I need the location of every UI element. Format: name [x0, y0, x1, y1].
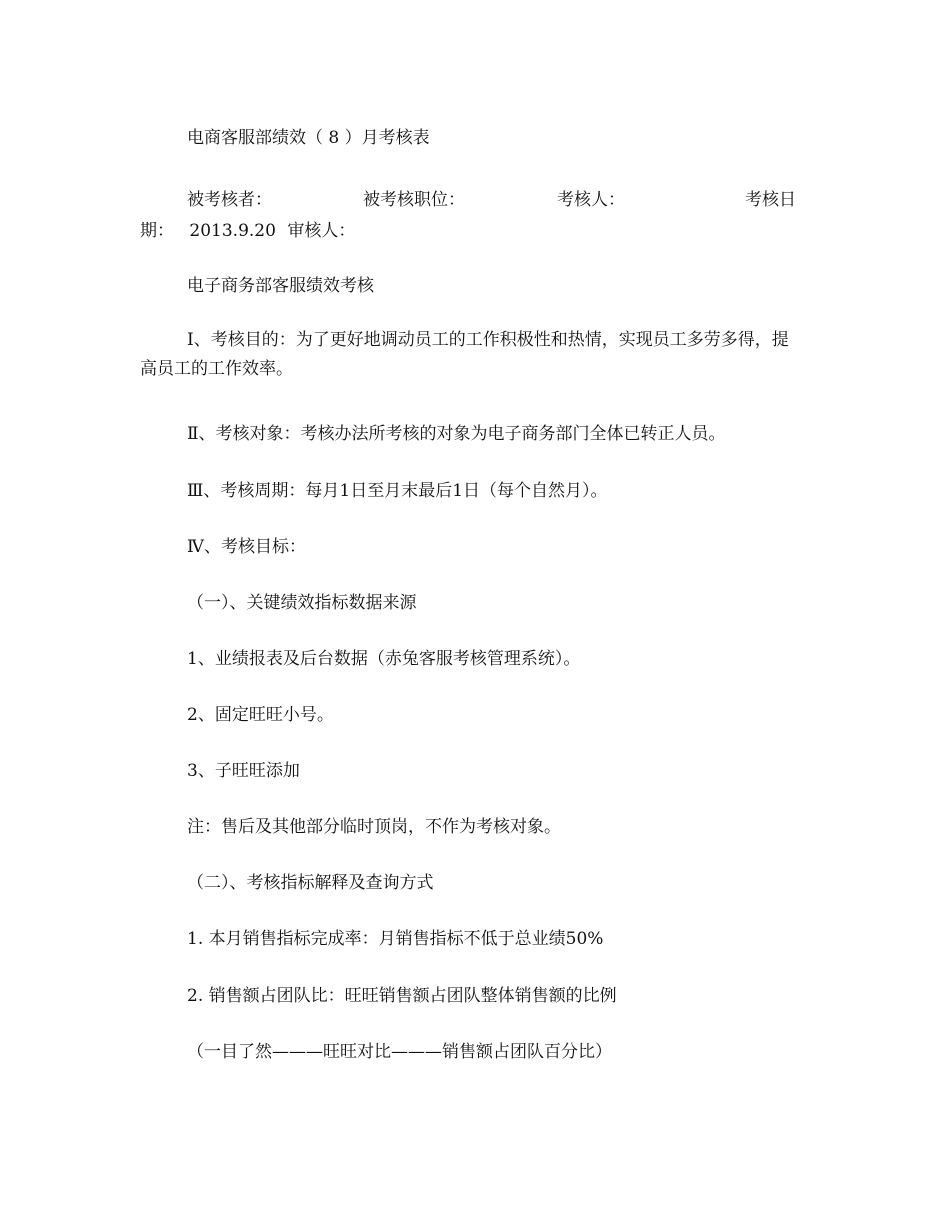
subsection-1-title: （一）、关键绩效指标数据来源 — [187, 593, 417, 613]
target-paragraph: Ⅱ、考核对象：考核办法所考核的对象为电子商务部门全体已转正人员。 — [187, 424, 726, 444]
source-item-3: 3、子旺旺添加 — [187, 761, 300, 781]
purpose-paragraph: Ⅰ、考核目的：为了更好地调动员工的工作积极性和热情，实现员工多劳多得，提高员工的工作效率。 — [140, 330, 789, 379]
source-item-2: 2、固定旺旺小号。 — [187, 705, 334, 725]
metric-item-2: 2. 销售额占团队比：旺旺销售额占团队整体销售额的比例 — [187, 986, 617, 1006]
metric-item-2-path: （一目了然———旺旺对比———销售额占团队百分比） — [187, 1042, 612, 1062]
header-second-line — [140, 221, 355, 241]
date-label-end: 期： — [140, 221, 174, 241]
document-title: 电商客服部绩效（ 8 ）月考核表 — [187, 128, 430, 148]
header-fields-row — [187, 185, 799, 210]
date-value: 2013.9.20 — [189, 221, 276, 241]
goal-heading: Ⅳ、考核目标： — [187, 537, 306, 557]
assessee-label: 被考核者： — [187, 190, 272, 210]
section-title: 电子商务部客服绩效考核 — [187, 276, 374, 296]
subsection-2-title: （二）、考核指标解释及查询方式 — [187, 873, 434, 893]
metric-item-1: 1. 本月销售指标完成率：月销售指标不低于总业绩50% — [187, 929, 604, 949]
position-label: 被考核职位： — [363, 190, 465, 210]
period-paragraph: Ⅲ、考核周期：每月1日至月末最后1日（每个自然月）。 — [187, 481, 608, 501]
source-item-1: 1、业绩报表及后台数据（赤兔客服考核管理系统）。 — [187, 649, 581, 669]
reviewer-label: 审核人： — [287, 221, 356, 241]
date-label-start: 考核日 — [745, 190, 796, 210]
assessor-label: 考核人： — [557, 190, 625, 210]
note-paragraph: 注：售后及其他部分临时顶岗，不作为考核对象。 — [187, 817, 561, 837]
